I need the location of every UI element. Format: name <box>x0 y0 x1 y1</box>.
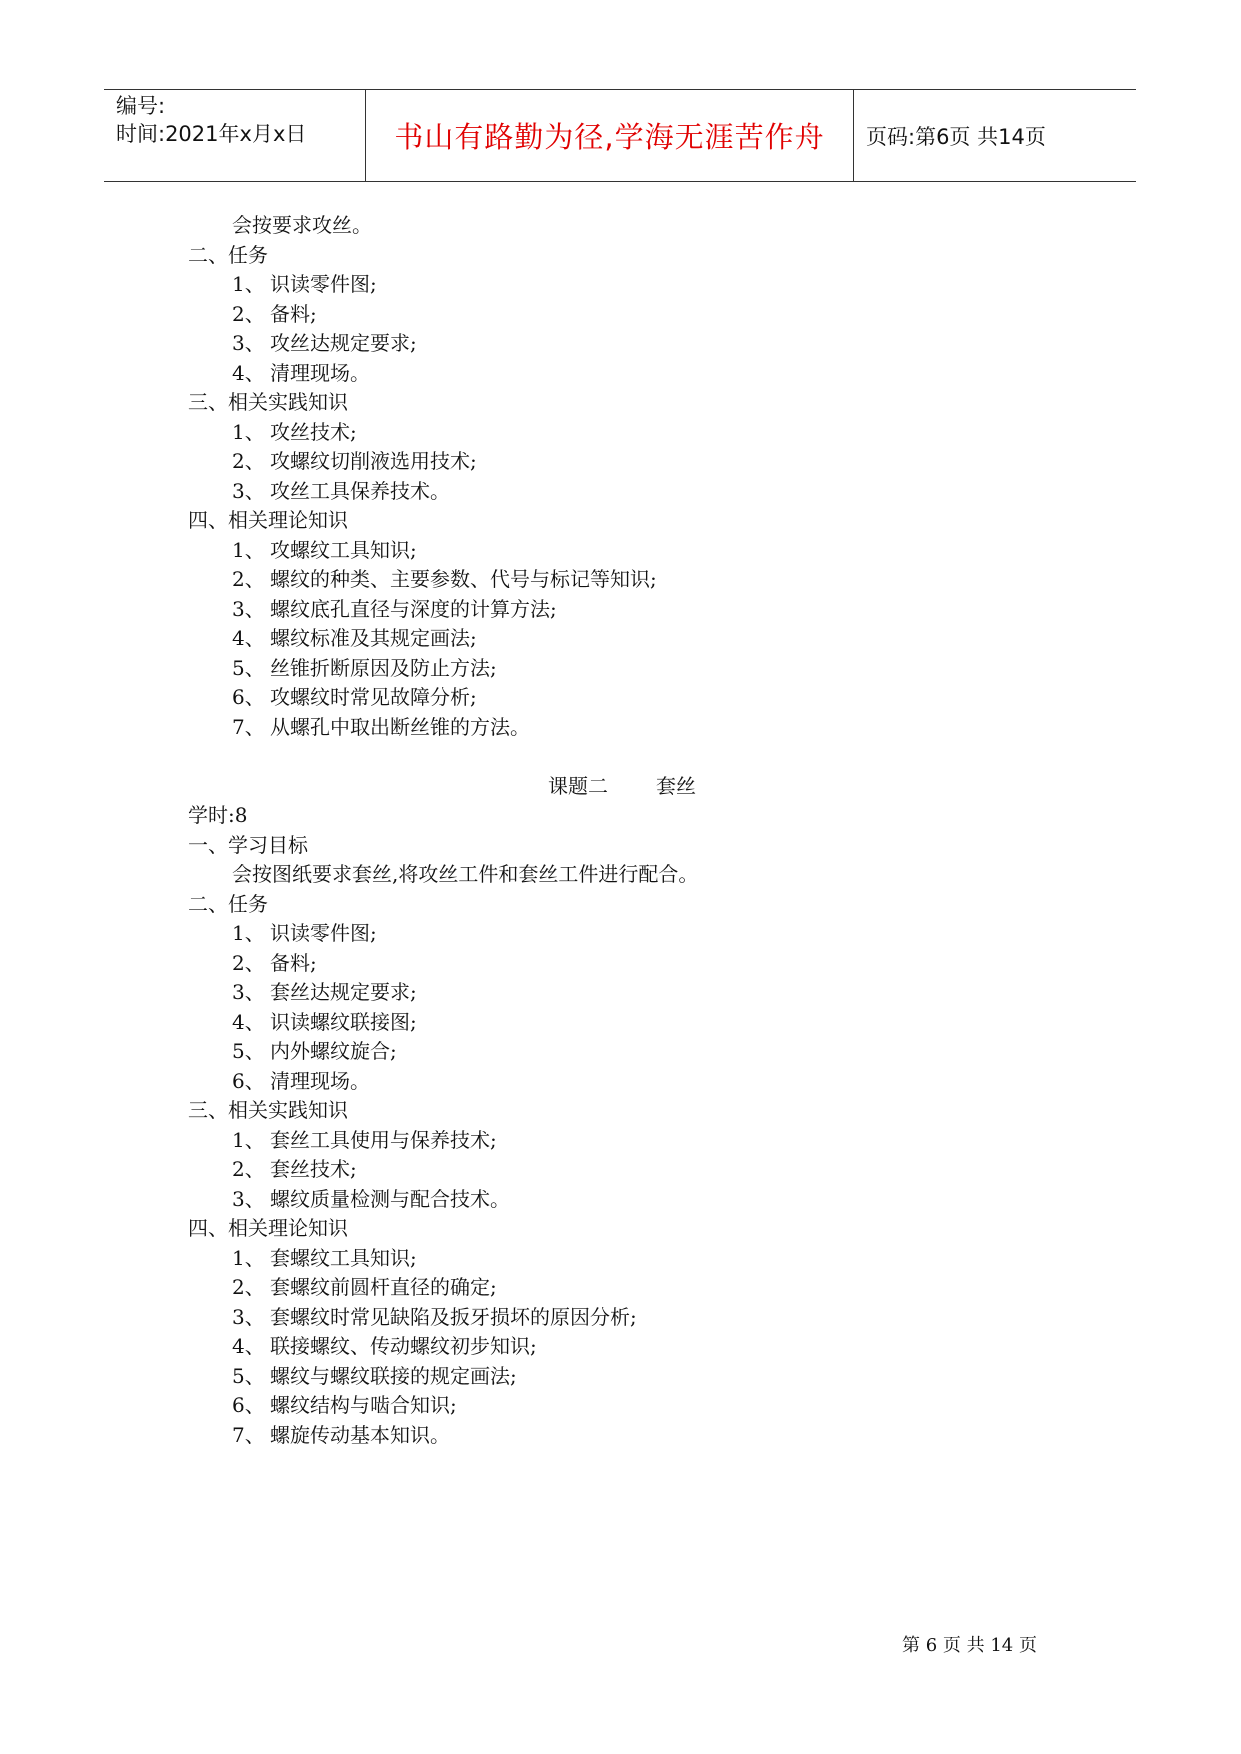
list-number: 2、 <box>232 950 265 975</box>
list-text: 攻螺纹工具知识; <box>270 537 417 562</box>
list-number: 4、 <box>232 626 265 650</box>
section-heading: 二、任务 <box>188 242 268 267</box>
list-item <box>232 330 417 356</box>
list-text: 套螺纹时常见缺陷及扳牙损坏的原因分析; <box>270 1304 637 1329</box>
list-text: 识读螺纹联接图; <box>270 1009 417 1034</box>
list-text: 丝锥折断原因及防止方法; <box>270 655 497 680</box>
list-item <box>232 1392 457 1418</box>
list-text: 螺纹结构与啮合知识; <box>270 1393 457 1417</box>
list-item <box>232 1363 517 1389</box>
list-text: 攻螺纹时常见故障分析; <box>270 685 477 709</box>
header-page-number: 页码:第6页 共14页 <box>866 124 1046 149</box>
list-text: 套螺纹工具知识; <box>270 1245 417 1270</box>
list-number: 1、 <box>232 1127 265 1152</box>
list-number: 1、 <box>232 272 265 296</box>
list-text: 攻丝达规定要求; <box>270 331 417 355</box>
list-text: 套丝技术; <box>270 1157 357 1181</box>
list-item <box>232 301 317 327</box>
list-number: 3、 <box>232 1304 265 1329</box>
list-text: 清理现场。 <box>270 1068 370 1093</box>
list-item <box>232 271 377 297</box>
list-number: 5、 <box>232 1363 265 1388</box>
list-item <box>232 360 370 386</box>
section-heading: 四、相关理论知识 <box>188 508 348 532</box>
list-text: 螺纹与螺纹联接的规定画法; <box>270 1363 517 1388</box>
section-heading: 三、相关实践知识 <box>188 1098 348 1122</box>
list-item <box>232 1245 417 1271</box>
list-item <box>232 537 417 563</box>
list-item <box>232 950 317 976</box>
list-number: 7、 <box>232 1422 265 1447</box>
list-item <box>232 920 377 946</box>
list-text: 螺旋传动基本知识。 <box>270 1422 450 1447</box>
list-item <box>232 1422 450 1448</box>
list-item <box>232 1274 497 1300</box>
list-number: 1、 <box>232 921 265 945</box>
list-number: 2、 <box>232 1157 265 1181</box>
list-number: 2、 <box>232 449 265 473</box>
section-heading: 三、相关实践知识 <box>188 390 348 414</box>
code-label: 编号: <box>116 94 166 118</box>
list-number: 2、 <box>232 301 265 326</box>
paragraph: 会按图纸要求套丝,将攻丝工件和套丝工件进行配合。 <box>232 862 699 886</box>
list-number: 4、 <box>232 1334 265 1358</box>
list-text: 备料; <box>270 301 317 326</box>
list-item <box>232 1068 370 1094</box>
list-text: 攻螺纹切削液选用技术; <box>270 449 477 473</box>
list-number: 5、 <box>232 1039 265 1063</box>
list-item <box>232 714 530 740</box>
list-text: 内外螺纹旋合; <box>270 1039 397 1063</box>
list-number: 1、 <box>232 419 265 444</box>
time-label: 时间:2021年x月x日 <box>116 122 307 146</box>
list-number: 3、 <box>232 331 265 355</box>
lesson-name: 套丝 <box>656 773 696 798</box>
list-item <box>232 1333 537 1359</box>
paragraph: 会按要求攻丝。 <box>232 213 372 237</box>
list-item <box>232 596 557 622</box>
list-text: 联接螺纹、传动螺纹初步知识; <box>270 1334 537 1358</box>
list-number: 4、 <box>232 360 265 385</box>
list-item <box>232 1156 357 1182</box>
lesson-hours: 学时:8 <box>188 803 248 827</box>
page-header <box>104 89 1136 182</box>
list-number: 1、 <box>232 537 265 562</box>
list-number: 2、 <box>232 1275 265 1299</box>
list-text: 攻丝技术; <box>270 419 357 444</box>
header-motto: 书山有路勤为径,学海无涯苦作舟 <box>366 90 854 181</box>
list-item <box>232 1038 397 1064</box>
list-item <box>232 625 477 651</box>
list-number: 3、 <box>232 596 265 621</box>
list-text: 识读零件图; <box>270 921 377 945</box>
list-item <box>232 419 357 445</box>
list-text: 识读零件图; <box>270 272 377 296</box>
list-item <box>232 979 417 1005</box>
list-text: 螺纹标准及其规定画法; <box>270 626 477 650</box>
list-item <box>232 1127 497 1153</box>
list-number: 3、 <box>232 980 265 1004</box>
list-number: 2、 <box>232 567 265 591</box>
list-number: 3、 <box>232 1186 265 1211</box>
list-item <box>232 478 450 504</box>
list-number: 6、 <box>232 685 265 709</box>
list-text: 螺纹底孔直径与深度的计算方法; <box>270 596 557 621</box>
list-number: 5、 <box>232 655 265 680</box>
section-heading: 二、任务 <box>188 891 268 916</box>
section-heading: 四、相关理论知识 <box>188 1216 348 1240</box>
list-item <box>232 1304 637 1330</box>
list-text: 螺纹的种类、主要参数、代号与标记等知识; <box>270 567 657 591</box>
list-item <box>232 448 477 474</box>
list-text: 螺纹质量检测与配合技术。 <box>270 1186 510 1211</box>
lesson-title <box>548 773 696 799</box>
list-number: 6、 <box>232 1068 265 1093</box>
list-item <box>232 1186 510 1212</box>
list-number: 6、 <box>232 1393 265 1417</box>
list-text: 套丝工具使用与保养技术; <box>270 1127 497 1152</box>
list-number: 7、 <box>232 714 265 739</box>
list-number: 3、 <box>232 478 265 503</box>
page-footer: 第 6 页 共 14 页 <box>902 1635 1037 1656</box>
list-item <box>232 655 497 681</box>
list-item <box>232 566 657 592</box>
section-heading: 一、学习目标 <box>188 832 308 857</box>
list-text: 攻丝工具保养技术。 <box>270 478 450 503</box>
list-text: 套螺纹前圆杆直径的确定; <box>270 1275 497 1299</box>
list-item <box>232 1009 417 1035</box>
list-item <box>232 684 477 710</box>
list-text: 从螺孔中取出断丝锥的方法。 <box>270 714 530 739</box>
list-text: 备料; <box>270 950 317 975</box>
list-number: 4、 <box>232 1009 265 1034</box>
list-number: 1、 <box>232 1245 265 1270</box>
list-text: 清理现场。 <box>270 360 370 385</box>
lesson-number: 课题二 <box>548 773 608 798</box>
list-text: 套丝达规定要求; <box>270 980 417 1004</box>
header-meta <box>104 90 366 181</box>
